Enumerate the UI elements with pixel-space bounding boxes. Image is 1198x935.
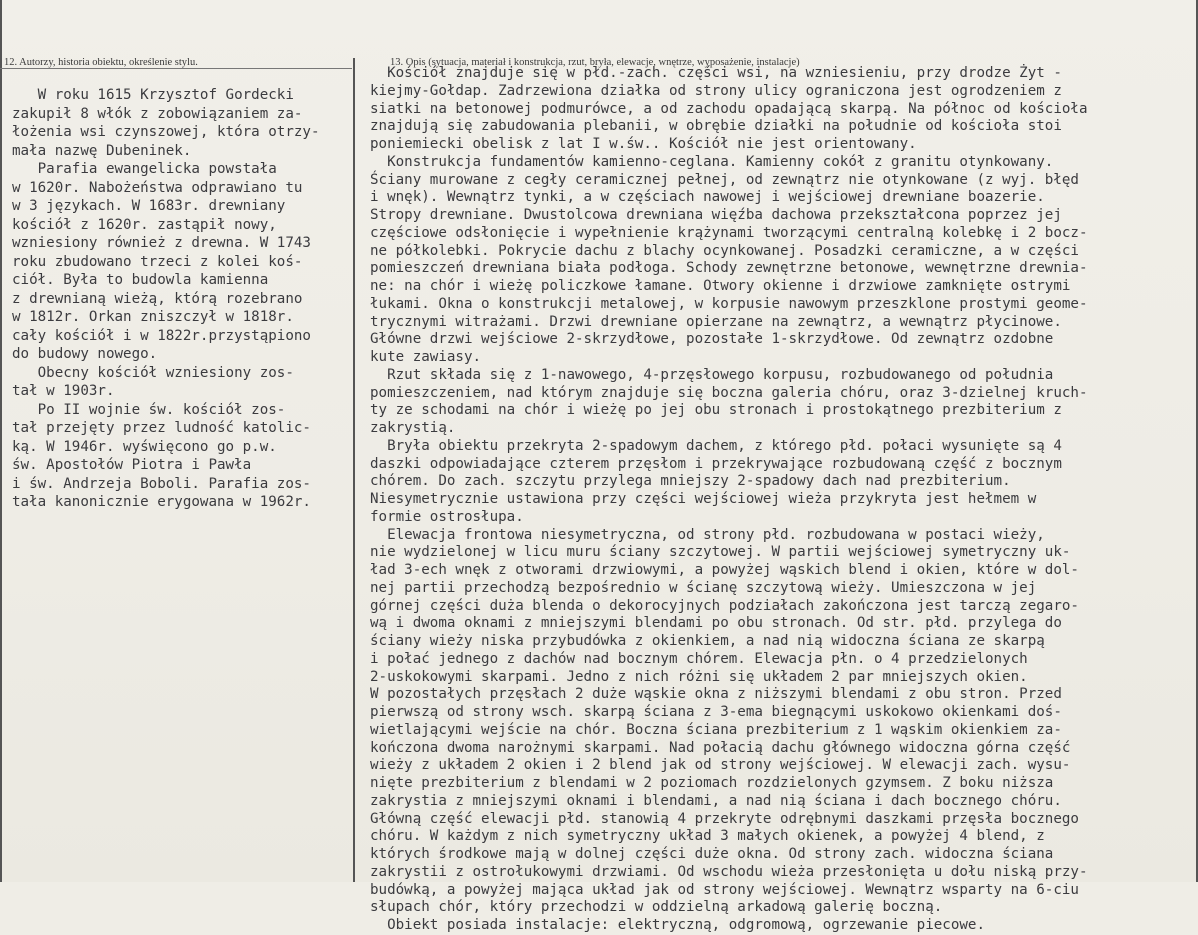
- description-text-line: Ściany murowane z cegły ceramicznej pełnej, od zewnątrz nie otynkowane (z wyj. błęd: [370, 171, 1079, 188]
- description-text-line: ład 3-ech wnęk z otworami drzwiowymi, a powyżej wąskich blend i okien, które w dol-: [370, 562, 1079, 578]
- description-text-line: formie ostrosłupa.: [370, 508, 524, 525]
- description-text-line: trycznymi witrażami. Drzwi drewniane opierzane na zewnątrz, a wewnątrz płycinowe.: [370, 313, 1062, 330]
- history-text-line: ką. W 1946r. wyświęcono go p.w.: [12, 438, 277, 455]
- description-text-line: wietlającymi wejście na chór. Boczna ściana prezbiterium z 1 wąskim okienkiem za-: [370, 721, 1062, 738]
- description-text-line: chórem. Do zach. szczytu przylega mniejszy 2-spadowy dach nad prezbiterium.: [370, 473, 1011, 490]
- history-text-line: W roku 1615 Krzysztof Gordecki: [12, 87, 294, 103]
- section-12-heading: 12. Autorzy, historia obiektu, określenie stylu.: [4, 57, 198, 68]
- description-text-line: Bryła obiektu przekryta 2-spadowym dachem, z którego płd. połaci wysunięte są 4: [370, 437, 1062, 454]
- description-text-line: górnej części duża blenda o dekorocyjnych podziałach zakończona jest tarczą zegaro-: [370, 597, 1079, 614]
- description-text-line: pierwszą od strony wsch. skarpą ściana z 3-ema biegnącymi uskokowo okienkami doś-: [370, 704, 1062, 720]
- left-edge-border: [0, 0, 2, 882]
- description-text-line: zakrystia z mniejszymi oknami i blendami, a nad nią ściana i dach bocznego chóru.: [370, 792, 1062, 809]
- history-text-line: w 3 językach. W 1683r. drewniany: [12, 198, 286, 214]
- description-text-line: Niesymetrycznie ustawiona przy części wejściowej wieża przykryta jest hełmem w: [370, 491, 1037, 507]
- description-column: [370, 65, 1190, 935]
- history-column: [12, 86, 352, 512]
- description-text-line: kiejmy-Gołdap. Zadrzewiona działka od strony ulicy ograniczona jest ogrodzeniem z: [370, 82, 1062, 99]
- history-text-line: roku zbudowano trzeci z kolei koś-: [12, 253, 303, 270]
- description-text-line: 2-uskokowymi skarpami. Jedno z nich różni się układem 2 par mniejszych okien.: [370, 668, 1028, 685]
- history-text-line: Obecny kościół wzniesiony zos-: [12, 364, 294, 381]
- history-text-line: mała nazwę Dubeninek.: [12, 142, 192, 159]
- description-text-line: ne: na chór i wieżę policzkowe łamane. Otwory okienne i drzwiowe zamknięte ostrymi: [370, 278, 1071, 294]
- history-text-line: z drewnianą wieżą, którą rozebrano: [12, 290, 303, 307]
- description-text-line: nie wydzielonej w licu muru ściany szczytowej. W partii wejściowej symetryczny uk-: [370, 544, 1071, 561]
- history-text-line: i św. Andrzeja Boboli. Parafia zos-: [12, 475, 311, 492]
- description-text-line: których środkowe mają w dolnej części duże okna. Od strony zach. widoczna ściana: [370, 846, 1054, 862]
- history-text-line: ciół. Była to budowla kamienna: [12, 272, 269, 288]
- description-text-line: i wnęk). Wewnątrz tynki, a w częściach nawowej i wejściowej drewniane boazerie.: [370, 189, 1045, 206]
- heading-underline: [0, 68, 352, 69]
- history-text-line: kościół z 1620r. zastąpił nowy,: [12, 216, 277, 233]
- description-text-line: Główne drzwi wejściowe 2-skrzydłowe, pozostałe 1-skrzydłowe. Od zewnątrz ozdobne: [370, 331, 1054, 348]
- description-text-line: chóru. W każdym z nich symetryczny układ 3 małych okienek, a powyżej 4 blend, z: [370, 828, 1045, 845]
- description-text-line: siatki na betonowej podmurówce, a od zachodu opadającą skarpą. Na północ od kościoła: [370, 100, 1088, 117]
- history-text-line: tała kanonicznie erygowana w 1962r.: [12, 494, 311, 510]
- description-text-line: Obiekt posiada instalacje: elektryczną, odgromową, ogrzewanie piecowe.: [370, 917, 985, 933]
- history-text-line: w 1620r. Nabożeństwa odprawiano tu: [12, 179, 303, 196]
- description-text-line: W pozostałych przęsłach 2 duże wąskie okna z niższymi blendami z obu stron. Przed: [370, 686, 1062, 703]
- history-text-line: wzniesiony również z drewna. W 1743: [12, 235, 311, 251]
- description-text-line: nięte prezbiterium z blendami w 2 poziomach rozdzielonych gzymsem. Z boku niższa: [370, 775, 1054, 791]
- description-text-line: nej partii przechodzą bezpośrednio w ścianę szczytową wieży. Umieszczona w jej: [370, 579, 1037, 596]
- description-text-line: kute zawiasy.: [370, 349, 482, 365]
- column-divider: [353, 58, 355, 882]
- description-text-line: Stropy drewniane. Dwustolcowa drewniana więźba dachowa przekształcona poprzez jej: [370, 207, 1062, 223]
- history-text-line: tał przejęty przez ludność katolic-: [12, 420, 311, 436]
- history-text-line: cały kościół i w 1822r.przystąpiono: [12, 327, 311, 344]
- description-text-line: poniemiecki obelisk z lat I w.św.. Kościół nie jest orientowany.: [370, 136, 917, 152]
- description-text-line: kończona dwoma narożnymi skarpami. Nad połacią dachu głównego widoczna górna część: [370, 739, 1071, 756]
- history-text-line: Parafia ewangelicka powstała: [12, 161, 277, 177]
- description-text-line: daszki odpowiadające czterem przęsłom i przekrywające rozbudowaną część z bocznym: [370, 455, 1062, 472]
- description-text-line: wieży z układem 2 okien i 2 blend jak od strony wejściowej. W elewacji zach. wysu-: [370, 757, 1071, 774]
- description-text-line: Rzut składa się z 1-nawowego, 4-przęsłowego korpusu, rozbudowanego od południa: [370, 366, 1054, 383]
- history-text-line: zakupił 8 włók z zobowiązaniem za-: [12, 105, 303, 122]
- history-text-line: w 1812r. Orkan zniszczył w 1818r.: [12, 309, 294, 325]
- description-text-line: i połać jednego z dachów nad bocznym chórem. Elewacja płn. o 4 przedzielonych: [370, 650, 1028, 667]
- description-text-line: wą i dwoma oknami z mniejszymi blendami po obu stronach. Od str. płd. przylega do: [370, 615, 1062, 632]
- description-text-line: ne półkolebki. Pokrycie dachu z blachy ocynkowanej. Posadzki ceramiczne, a w części: [370, 242, 1079, 259]
- description-text-line: zakrystią.: [370, 420, 456, 436]
- description-text-line: Konstrukcja fundamentów kamienno-ceglana. Kamienny cokół z granitu otynkowany.: [370, 153, 1054, 170]
- description-text-line: ty ze schodami na chór i wieżę po jej obu stronach i prostokątnego prezbiterium z: [370, 402, 1062, 419]
- description-text-line: łukami. Okna o konstrukcji metalowej, w korpusie nawowym przeszklone prostymi geome-: [370, 295, 1088, 312]
- description-text-line: zakrystii z ostrołukowymi drzwiami. Od wschodu wieża przesłonięta u dołu niską przy-: [370, 863, 1088, 880]
- description-text-line: ściany wieży niska przybudówka z okienkiem, a nad nią widoczna ściana ze skarpą: [370, 633, 1045, 649]
- description-text-line: Elewacja frontowa niesymetryczna, od strony płd. rozbudowana w postaci wieży,: [370, 526, 1045, 543]
- history-text-line: do budowy nowego.: [12, 346, 158, 362]
- description-text-line: budówką, a powyżej mająca układ jak od strony wejściowej. Wewnątrz wsparty na 6-ciu: [370, 881, 1079, 898]
- description-text-line: znajdują się zabudowania plebanii, w obrębie działki na południe od kościoła stoi: [370, 118, 1062, 135]
- section-13-heading: 13. Opis (sytuacja, materiał i konstrukcja, rzut, bryła, elewacje, wnętrze, wyposażenie, instalacje): [390, 57, 800, 68]
- description-text-line: częściowe odsłonięcie i wypełnienie krążynami tworzącymi centralną kolebkę i 2 bocz-: [370, 224, 1088, 241]
- description-text-line: pomieszczeń drewniana biała podłoga. Schody zewnętrzne betonowe, wewnętrzne drewnia-: [370, 260, 1088, 277]
- history-text-line: łożenia wsi czynszowej, która otrzy-: [12, 124, 320, 140]
- description-text-line: Główną część elewacji płd. stanowią 4 przekryte odrębnymi daszkami przęsła bocznego: [370, 810, 1079, 827]
- description-text-line: pomieszczeniem, nad którym znajduje się boczna galeria chóru, oraz 3-dzielnej kruch-: [370, 384, 1088, 401]
- history-text-line: Po II wojnie św. kościół zos-: [12, 401, 286, 418]
- history-text-line: św. Apostołów Piotra i Pawła: [12, 457, 252, 473]
- history-text-line: tał w 1903r.: [12, 383, 115, 399]
- description-text-line: słupach chór, który przechodzi w oddzielną arkadową galerię boczną.: [370, 899, 943, 916]
- description-text-line: Kościół znajduje się w płd.-zach. części wsi, na wzniesieniu, przy drodze Żyt -: [370, 65, 1062, 81]
